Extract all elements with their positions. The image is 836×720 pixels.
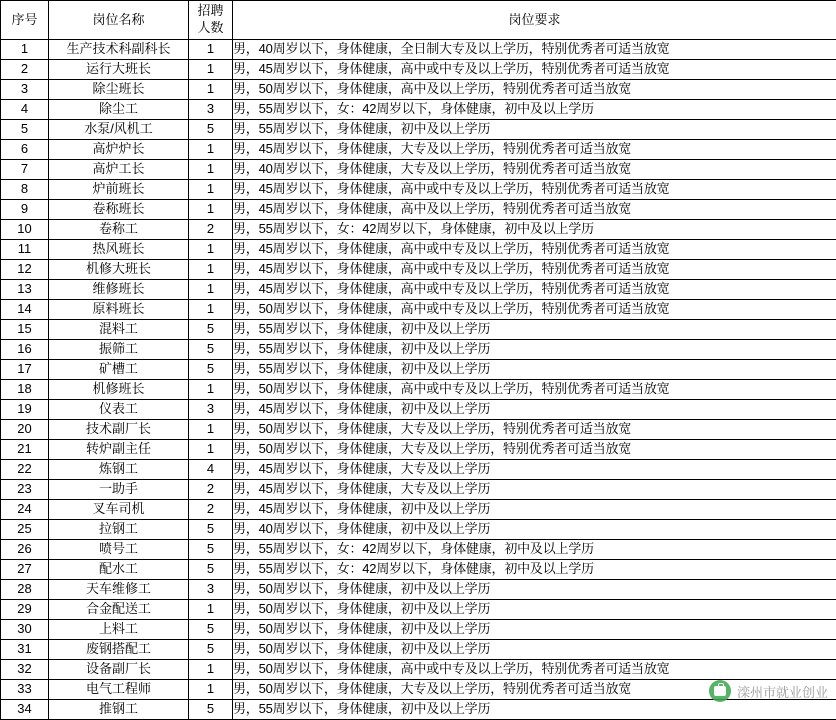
table-header-row: [1, 1, 836, 40]
table-row: [1, 380, 836, 400]
cell-position-name: 配水工: [49, 560, 189, 580]
cell-position-name: 炼钢工: [49, 460, 189, 480]
cell-requirement: 男，45周岁以下，身体健康，高中或中专及以上学历，特别优秀者可适当放宽: [233, 240, 836, 260]
table-row: [1, 440, 836, 460]
cell-index: 33: [1, 680, 49, 700]
cell-count: 1: [189, 180, 233, 200]
table-row: [1, 560, 836, 580]
cell-position-name: 技术副厂长: [49, 420, 189, 440]
cell-requirement: 男，45周岁以下，身体健康，初中及以上学历: [233, 400, 836, 420]
cell-index: 12: [1, 260, 49, 280]
cell-requirement: 男，50周岁以下，身体健康，大专及以上学历，特别优秀者可适当放宽: [233, 680, 836, 700]
cell-requirement: 男，55周岁以下，身体健康，初中及以上学历: [233, 360, 836, 380]
cell-requirement: 男，55周岁以下，女：42周岁以下，身体健康，初中及以上学历: [233, 220, 836, 240]
cell-requirement: 男，45周岁以下，身体健康，大专及以上学历: [233, 480, 836, 500]
table-row: [1, 320, 836, 340]
cell-requirement: 男，45周岁以下，身体健康，高中及以上学历，特别优秀者可适当放宽: [233, 200, 836, 220]
cell-index: 30: [1, 620, 49, 640]
cell-index: 9: [1, 200, 49, 220]
cell-count: 2: [189, 480, 233, 500]
cell-count: 1: [189, 600, 233, 620]
cell-position-name: 上料工: [49, 620, 189, 640]
table-row: [1, 600, 836, 620]
cell-index: 13: [1, 280, 49, 300]
cell-index: 4: [1, 100, 49, 120]
cell-index: 3: [1, 80, 49, 100]
cell-requirement: 男，55周岁以下，身体健康，初中及以上学历: [233, 340, 836, 360]
cell-requirement: 男，50周岁以下，身体健康，大专及以上学历，特别优秀者可适当放宽: [233, 420, 836, 440]
cell-position-name: 除尘工: [49, 100, 189, 120]
cell-requirement: 男，50周岁以下，身体健康，大专及以上学历，特别优秀者可适当放宽: [233, 440, 836, 460]
cell-position-name: 振筛工: [49, 340, 189, 360]
cell-position-name: 合金配送工: [49, 600, 189, 620]
cell-count: 1: [189, 420, 233, 440]
cell-position-name: 炉前班长: [49, 180, 189, 200]
cell-requirement: 男，55周岁以下，身体健康，初中及以上学历: [233, 320, 836, 340]
cell-count: 1: [189, 440, 233, 460]
cell-index: 18: [1, 380, 49, 400]
cell-index: 23: [1, 480, 49, 500]
table-row: [1, 140, 836, 160]
cell-position-name: 水泵/风机工: [49, 120, 189, 140]
cell-index: 10: [1, 220, 49, 240]
header-count-line2: 人数: [189, 20, 232, 37]
cell-position-name: 设备副厂长: [49, 660, 189, 680]
cell-requirement: 男，50周岁以下，身体健康，高中或中专及以上学历，特别优秀者可适当放宽: [233, 380, 836, 400]
cell-position-name: 一助手: [49, 480, 189, 500]
table-row: [1, 160, 836, 180]
cell-requirement: 男，45周岁以下，身体健康，高中或中专及以上学历，特别优秀者可适当放宽: [233, 260, 836, 280]
cell-count: 1: [189, 680, 233, 700]
cell-index: 15: [1, 320, 49, 340]
cell-count: 5: [189, 340, 233, 360]
cell-position-name: 高炉炉长: [49, 140, 189, 160]
cell-index: 1: [1, 40, 49, 60]
table-row: [1, 340, 836, 360]
cell-position-name: 转炉副主任: [49, 440, 189, 460]
cell-count: 1: [189, 240, 233, 260]
cell-index: 14: [1, 300, 49, 320]
cell-count: 5: [189, 620, 233, 640]
table-row: [1, 260, 836, 280]
header-count: [189, 1, 233, 40]
cell-position-name: 混料工: [49, 320, 189, 340]
cell-position-name: 热风班长: [49, 240, 189, 260]
cell-requirement: 男，50周岁以下，身体健康，高中或中专及以上学历，特别优秀者可适当放宽: [233, 660, 836, 680]
cell-count: 5: [189, 640, 233, 660]
cell-count: 1: [189, 380, 233, 400]
cell-index: 22: [1, 460, 49, 480]
cell-index: 21: [1, 440, 49, 460]
cell-position-name: 机修班长: [49, 380, 189, 400]
cell-index: 16: [1, 340, 49, 360]
cell-requirement: 男，40周岁以下，身体健康，初中及以上学历: [233, 520, 836, 540]
cell-position-name: 运行大班长: [49, 60, 189, 80]
cell-index: 34: [1, 700, 49, 720]
cell-requirement: 男，45周岁以下，身体健康，大专及以上学历，特别优秀者可适当放宽: [233, 140, 836, 160]
cell-requirement: 男，55周岁以下，身体健康，初中及以上学历: [233, 700, 836, 720]
cell-count: 3: [189, 100, 233, 120]
cell-requirement: 男，50周岁以下，身体健康，初中及以上学历: [233, 600, 836, 620]
table-row: [1, 460, 836, 480]
table-row: [1, 40, 836, 60]
cell-index: 19: [1, 400, 49, 420]
cell-requirement: 男，50周岁以下，身体健康，高中或中专及以上学历，特别优秀者可适当放宽: [233, 300, 836, 320]
table-row: [1, 60, 836, 80]
cell-requirement: 男，55周岁以下，身体健康，初中及以上学历: [233, 120, 836, 140]
cell-count: 1: [189, 40, 233, 60]
cell-position-name: 喷号工: [49, 540, 189, 560]
table-row: [1, 420, 836, 440]
cell-count: 5: [189, 320, 233, 340]
watermark-label: 滦州市就业创业: [737, 682, 828, 701]
cell-index: 25: [1, 520, 49, 540]
cell-count: 2: [189, 500, 233, 520]
header-position: 岗位名称: [49, 1, 189, 40]
cell-index: 6: [1, 140, 49, 160]
cell-requirement: 男，45周岁以下，身体健康，高中或中专及以上学历，特别优秀者可适当放宽: [233, 60, 836, 80]
table-row: [1, 180, 836, 200]
cell-requirement: 男，50周岁以下，身体健康，初中及以上学历: [233, 620, 836, 640]
header-requirement: 岗位要求: [233, 1, 836, 40]
cell-position-name: 推钢工: [49, 700, 189, 720]
cell-position-name: 卷称班长: [49, 200, 189, 220]
cell-count: 2: [189, 220, 233, 240]
table-row: [1, 240, 836, 260]
table-row: [1, 700, 836, 720]
cell-index: 29: [1, 600, 49, 620]
cell-index: 8: [1, 180, 49, 200]
table-body: [1, 40, 836, 720]
table-row: [1, 640, 836, 660]
cell-index: 17: [1, 360, 49, 380]
cell-count: 1: [189, 280, 233, 300]
cell-requirement: 男，40周岁以下，身体健康，全日制大专及以上学历，特别优秀者可适当放宽: [233, 40, 836, 60]
cell-requirement: 男，50周岁以下，身体健康，高中及以上学历，特别优秀者可适当放宽: [233, 80, 836, 100]
cell-requirement: 男，45周岁以下，身体健康，高中或中专及以上学历，特别优秀者可适当放宽: [233, 180, 836, 200]
cell-index: 24: [1, 500, 49, 520]
cell-position-name: 拉钢工: [49, 520, 189, 540]
cell-requirement: 男，45周岁以下，身体健康，初中及以上学历: [233, 500, 836, 520]
table-row: [1, 200, 836, 220]
cell-requirement: 男，40周岁以下，身体健康，大专及以上学历，特别优秀者可适当放宽: [233, 160, 836, 180]
cell-requirement: 男，50周岁以下，身体健康，初中及以上学历: [233, 580, 836, 600]
cell-count: 5: [189, 560, 233, 580]
cell-requirement: 男，55周岁以下，女：42周岁以下，身体健康，初中及以上学历: [233, 100, 836, 120]
briefcase-icon: [709, 680, 731, 702]
table-row: [1, 660, 836, 680]
cell-index: 28: [1, 580, 49, 600]
cell-index: 2: [1, 60, 49, 80]
table-row: [1, 360, 836, 380]
cell-requirement: 男，50周岁以下，身体健康，初中及以上学历: [233, 640, 836, 660]
header-count-line1: 招聘: [189, 3, 232, 20]
cell-requirement: 男，55周岁以下，女：42周岁以下，身体健康，初中及以上学历: [233, 540, 836, 560]
cell-position-name: 叉车司机: [49, 500, 189, 520]
table-row: [1, 540, 836, 560]
cell-count: 5: [189, 540, 233, 560]
cell-position-name: 电气工程师: [49, 680, 189, 700]
table-row: [1, 280, 836, 300]
cell-index: 11: [1, 240, 49, 260]
cell-index: 20: [1, 420, 49, 440]
cell-count: 3: [189, 400, 233, 420]
cell-count: 1: [189, 300, 233, 320]
table-row: [1, 580, 836, 600]
cell-count: 5: [189, 520, 233, 540]
cell-count: 1: [189, 200, 233, 220]
cell-position-name: 维修班长: [49, 280, 189, 300]
cell-count: 1: [189, 60, 233, 80]
cell-position-name: 废钢搭配工: [49, 640, 189, 660]
cell-position-name: 除尘班长: [49, 80, 189, 100]
cell-position-name: 卷称工: [49, 220, 189, 240]
cell-count: 3: [189, 580, 233, 600]
table-row: [1, 80, 836, 100]
cell-count: 5: [189, 120, 233, 140]
cell-index: 7: [1, 160, 49, 180]
cell-count: 1: [189, 160, 233, 180]
header-index: 序号: [1, 1, 49, 40]
table-row: [1, 620, 836, 640]
cell-index: 32: [1, 660, 49, 680]
cell-count: 1: [189, 80, 233, 100]
cell-position-name: 生产技术科副科长: [49, 40, 189, 60]
cell-count: 1: [189, 140, 233, 160]
cell-count: 4: [189, 460, 233, 480]
cell-index: 27: [1, 560, 49, 580]
cell-count: 5: [189, 360, 233, 380]
cell-index: 5: [1, 120, 49, 140]
cell-requirement: 男，45周岁以下，身体健康，高中或中专及以上学历，特别优秀者可适当放宽: [233, 280, 836, 300]
table-row: [1, 480, 836, 500]
cell-count: 1: [189, 260, 233, 280]
table-row: [1, 220, 836, 240]
cell-count: 1: [189, 660, 233, 680]
table-row: [1, 500, 836, 520]
cell-position-name: 矿槽工: [49, 360, 189, 380]
table-row: [1, 300, 836, 320]
table-row: [1, 400, 836, 420]
cell-count: 5: [189, 700, 233, 720]
table-row: [1, 100, 836, 120]
table-header: [1, 1, 836, 40]
watermark: [709, 680, 828, 702]
cell-requirement: 男，55周岁以下，女：42周岁以下，身体健康，初中及以上学历: [233, 560, 836, 580]
cell-index: 31: [1, 640, 49, 660]
cell-position-name: 机修大班长: [49, 260, 189, 280]
cell-index: 26: [1, 540, 49, 560]
cell-position-name: 仪表工: [49, 400, 189, 420]
table-row: [1, 520, 836, 540]
cell-position-name: 高炉工长: [49, 160, 189, 180]
cell-position-name: 原料班长: [49, 300, 189, 320]
cell-requirement: 男，45周岁以下，身体健康，大专及以上学历: [233, 460, 836, 480]
table-row: [1, 120, 836, 140]
cell-position-name: 天车维修工: [49, 580, 189, 600]
